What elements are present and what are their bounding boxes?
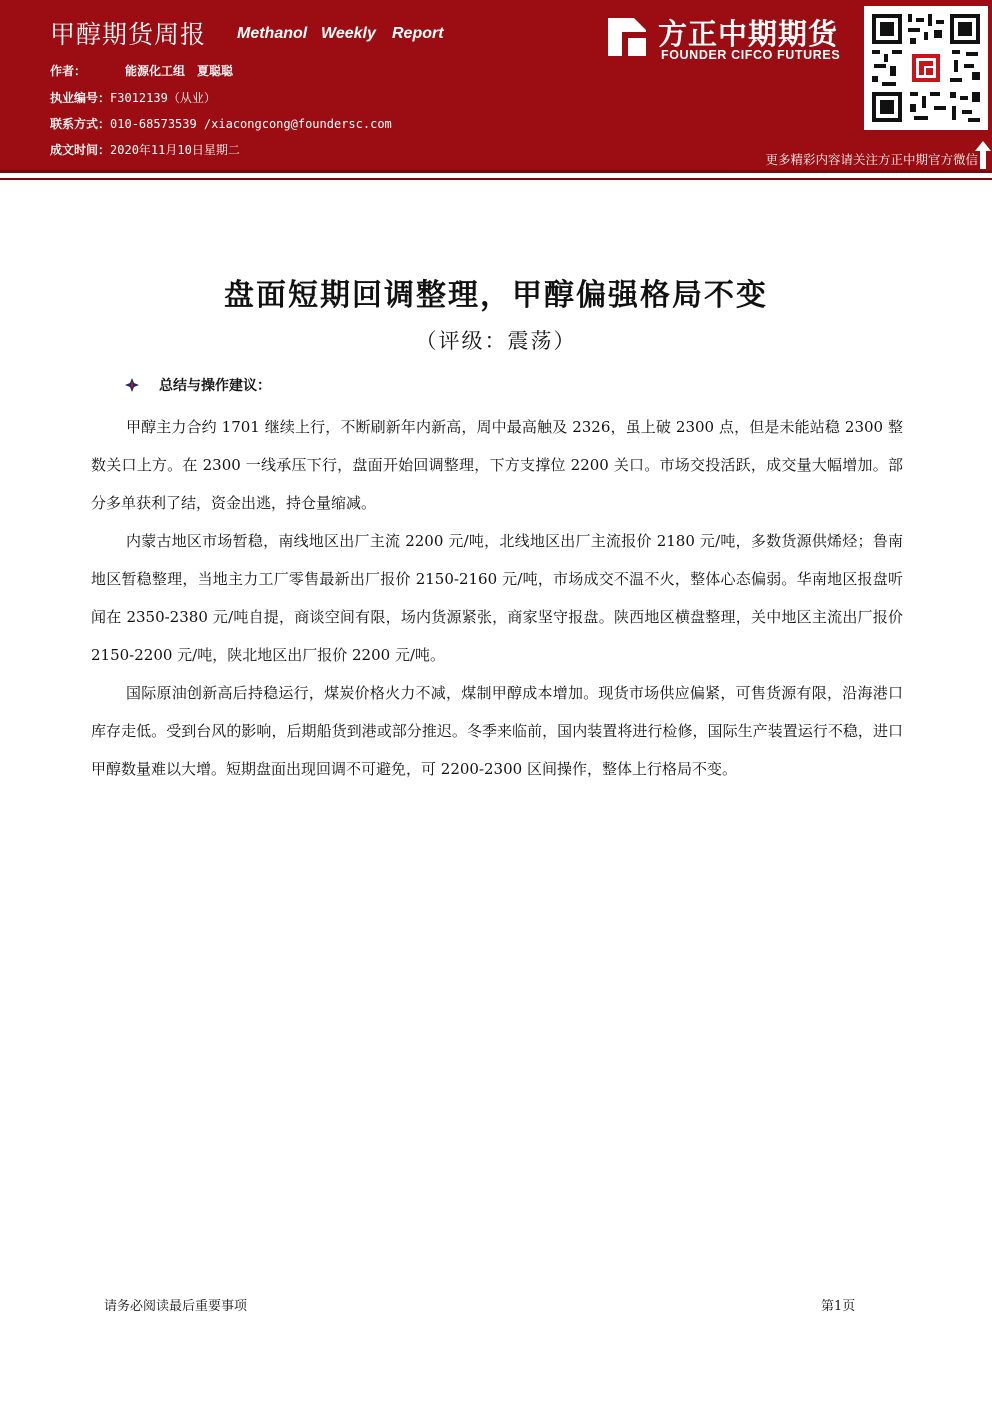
rating-label: （评级：震荡）	[415, 329, 577, 353]
report-title-en-3: Report	[392, 25, 444, 42]
arrow-up-icon	[974, 140, 992, 170]
qr-code-icon	[864, 6, 988, 130]
author-label: 作者：	[50, 64, 87, 78]
license-row	[50, 89, 216, 107]
section-heading-text: 总结与操作建议：	[159, 378, 271, 394]
page-number: 第1页	[821, 1299, 856, 1314]
contact-label: 联系方式：	[50, 117, 111, 131]
contact-value: 010-68573539 /xiacongcong@foundersc.com	[110, 117, 392, 131]
diamond-bullet-icon	[125, 378, 139, 392]
logo-text-cn: 方正中期期货	[658, 17, 839, 51]
summary-paragraphs	[91, 408, 903, 788]
report-title-en-1: Methanol	[237, 25, 308, 42]
author-row	[50, 62, 233, 80]
date-label: 成文时间：	[50, 143, 111, 157]
author-value: 能源化工组 夏聪聪	[125, 64, 234, 78]
header-divider-thick	[0, 170, 992, 173]
report-title-en-2: Weekly	[321, 25, 376, 42]
section-heading	[125, 375, 271, 397]
license-value: F3012139（从业）	[110, 91, 216, 105]
date-value: 2020年11月10日星期二	[110, 143, 240, 157]
report-title-cn: 甲醇期货周报	[50, 20, 207, 49]
logo-text-en: FOUNDER CIFCO FUTURES	[661, 48, 841, 62]
paragraph-outlook: 国际原油创新高后持稳运行，煤炭价格火力不减，煤制甲醇成本增加。现货市场供应偏紧，可售货源有限，沿海港口库存走低。受到台风的影响，后期船货到港或部分推迟。冬季来临前，国内装置将进行检修，国际生产装置运行不稳，进口甲醇数量难以大增。短期盘面出现回调不可避免，可 2200-2300 区间操作，整体上行格局不变。	[91, 684, 903, 778]
footer-disclaimer-note: 请务必阅读最后重要事项	[104, 1299, 248, 1314]
paragraph-spot-market: 内蒙古地区市场暂稳，南线地区出厂主流 2200 元/吨，北线地区出厂主流报价 2180 元/吨，多数货源供烯烃；鲁南地区暂稳整理，当地主力工厂零售最新出厂报价 2150-2160 元/吨，市场成交不温不火，整体心态偏弱。华南地区报盘听闻在 2350-2380 元/吨自提，商谈空间有限，场内货源紧张，商家坚守报盘。陕西地区横盘整理，关中地区主流出厂报价 2150-2200 元/吨，陕北地区出厂报价 2200 元/吨。	[91, 532, 903, 664]
license-label: 执业编号：	[50, 91, 111, 105]
contact-row	[50, 115, 392, 133]
wechat-follow-note: 更多精彩内容请关注方正中期官方微信	[765, 152, 978, 167]
header-divider-thin	[0, 178, 992, 180]
report-header-band	[0, 0, 992, 172]
report-headline: 盘面短期回调整理，甲醇偏强格局不变	[224, 278, 768, 313]
paragraph-futures: 甲醇主力合约 1701 继续上行，不断刷新年内新高，周中最高触及 2326，虽上破 2300 点，但是未能站稳 2300 整数关口上方。在 2300 一线承压下行，盘面开始回调整理，下方支撑位 2200 关口。市场交投活跃，成交量大幅增加。部分多单获利了结，资金出逃，持仓量缩减。	[91, 418, 903, 512]
date-row	[50, 141, 240, 159]
logo-mark-icon	[604, 14, 650, 60]
